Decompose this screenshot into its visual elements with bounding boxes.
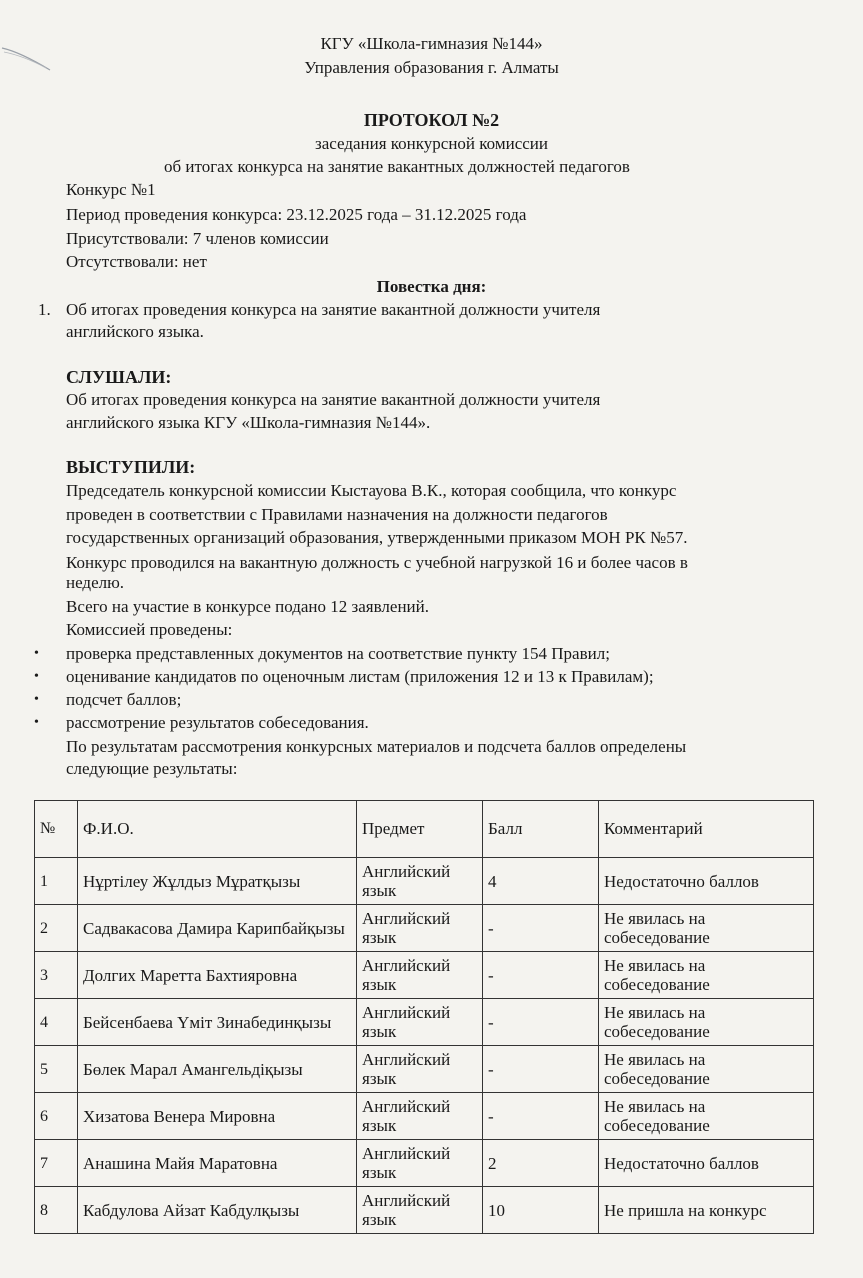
agenda-title: Повестка дня:: [376, 277, 487, 296]
agenda-item-line: Об итогах проведения конкурса на занятие вакантной должности учителя: [66, 300, 601, 319]
spoke-text: государственных организаций образования, утвержденными приказом МОН РК №57.: [66, 528, 688, 547]
bullet-item: оценивание кандидатов по оценочным листам (приложения 12 и 13 к Правилам);: [66, 667, 654, 686]
cell-comment: Недостаточно баллов: [599, 858, 814, 905]
absent-members: Отсутствовали: нет: [66, 252, 207, 271]
protocol-subject: об итогах конкурса на занятие вакантных должностей педагогов: [164, 157, 630, 176]
results-intro: По результатам рассмотрения конкурсных материалов и подсчета баллов определены: [66, 737, 687, 756]
table-row: [35, 858, 814, 905]
table-row: [35, 999, 814, 1046]
present-members: Присутствовали: 7 членов комиссии: [66, 229, 329, 248]
cell-name: Кабдулова Айзат Кабдулқызы: [78, 1187, 357, 1234]
heard-text: английского языка КГУ «Школа-гимназия №144».: [66, 413, 431, 432]
cell-name: Бөлек Марал Амангельдіқызы: [78, 1046, 357, 1093]
spoke-text: Конкурс проводился на вакантную должность с учебной нагрузкой 16 и более часов в: [66, 553, 688, 572]
spoke-text: Комиссией проведены:: [66, 620, 233, 639]
cell-subject: Английский язык: [357, 1046, 483, 1093]
cell-comment: Не пришла на конкурс: [599, 1187, 814, 1234]
cell-number: 2: [35, 905, 78, 952]
col-header-score: Балл: [483, 801, 599, 858]
col-header-number: №: [35, 801, 78, 858]
col-header-name: Ф.И.О.: [78, 801, 357, 858]
contest-number: Конкурс №1: [66, 180, 156, 199]
agenda-item-line: английского языка.: [66, 322, 204, 341]
spoke-text: Председатель конкурсной комиссии Кыстауова В.К., которая сообщила, что конкурс: [66, 481, 677, 500]
cell-comment: Не явилась на собеседование: [599, 905, 814, 952]
cell-score: 10: [483, 1187, 599, 1234]
cell-subject: Английский язык: [357, 858, 483, 905]
cell-number: 5: [35, 1046, 78, 1093]
cell-score: -: [483, 1046, 599, 1093]
protocol-subtitle: заседания конкурсной комиссии: [314, 134, 548, 153]
cell-number: 6: [35, 1093, 78, 1140]
contest-period: Период проведения конкурса: 23.12.2025 года – 31.12.2025 года: [66, 205, 527, 224]
table-row: [35, 1140, 814, 1187]
cell-score: -: [483, 1093, 599, 1140]
cell-subject: Английский язык: [357, 999, 483, 1046]
cell-score: -: [483, 999, 599, 1046]
org-name: КГУ «Школа-гимназия №144»: [320, 34, 543, 53]
cell-comment: Не явилась на собеседование: [599, 999, 814, 1046]
results-table: [34, 800, 814, 1234]
cell-number: 7: [35, 1140, 78, 1187]
table-header-row: [35, 801, 814, 858]
heard-heading: СЛУШАЛИ:: [66, 367, 172, 387]
cell-number: 1: [35, 858, 78, 905]
cell-score: 4: [483, 858, 599, 905]
bullet-marker: •: [34, 715, 39, 730]
spoke-heading: ВЫСТУПИЛИ:: [66, 457, 196, 477]
bullet-item: подсчет баллов;: [66, 690, 182, 709]
cell-comment: Не явилась на собеседование: [599, 1093, 814, 1140]
cell-number: 4: [35, 999, 78, 1046]
agenda-item-number: 1.: [38, 300, 51, 319]
spoke-text: проведен в соответствии с Правилами назначения на должности педагогов: [66, 505, 608, 524]
bullet-marker: •: [34, 692, 39, 707]
cell-subject: Английский язык: [357, 905, 483, 952]
cell-number: 3: [35, 952, 78, 999]
cell-name: Анашина Майя Маратовна: [78, 1140, 357, 1187]
table-row: [35, 905, 814, 952]
cell-score: -: [483, 952, 599, 999]
cell-score: -: [483, 905, 599, 952]
protocol-title: ПРОТОКОЛ №2: [363, 110, 500, 130]
cell-subject: Английский язык: [357, 952, 483, 999]
cell-name: Бейсенбаева Үміт Зинабединқызы: [78, 999, 357, 1046]
spoke-text: неделю.: [66, 573, 125, 592]
cell-name: Хизатова Венера Мировна: [78, 1093, 357, 1140]
table-row: [35, 952, 814, 999]
bullet-item: рассмотрение результатов собеседования.: [66, 713, 369, 732]
bullet-item: проверка представленных документов на соответствие пункту 154 Правил;: [66, 644, 610, 663]
cell-subject: Английский язык: [357, 1187, 483, 1234]
cell-score: 2: [483, 1140, 599, 1187]
heard-text: Об итогах проведения конкурса на занятие вакантной должности учителя: [66, 390, 601, 409]
department-name: Управления образования г. Алматы: [304, 58, 559, 77]
spoke-text: Всего на участие в конкурсе подано 12 заявлений.: [66, 597, 429, 616]
cell-name: Нұртілеу Жұлдыз Мұратқызы: [78, 858, 357, 905]
cell-subject: Английский язык: [357, 1093, 483, 1140]
cell-name: Садвакасова Дамира Карипбайқызы: [78, 905, 357, 952]
table-row: [35, 1093, 814, 1140]
table-row: [35, 1046, 814, 1093]
cell-name: Долгих Маретта Бахтияровна: [78, 952, 357, 999]
col-header-comment: Комментарий: [599, 801, 814, 858]
bullet-marker: •: [34, 669, 39, 684]
cell-subject: Английский язык: [357, 1140, 483, 1187]
cell-number: 8: [35, 1187, 78, 1234]
col-header-subject: Предмет: [357, 801, 483, 858]
bullet-marker: •: [34, 646, 39, 661]
table-row: [35, 1187, 814, 1234]
cell-comment: Недостаточно баллов: [599, 1140, 814, 1187]
cell-comment: Не явилась на собеседование: [599, 1046, 814, 1093]
cell-comment: Не явилась на собеседование: [599, 952, 814, 999]
results-intro: следующие результаты:: [66, 759, 238, 778]
